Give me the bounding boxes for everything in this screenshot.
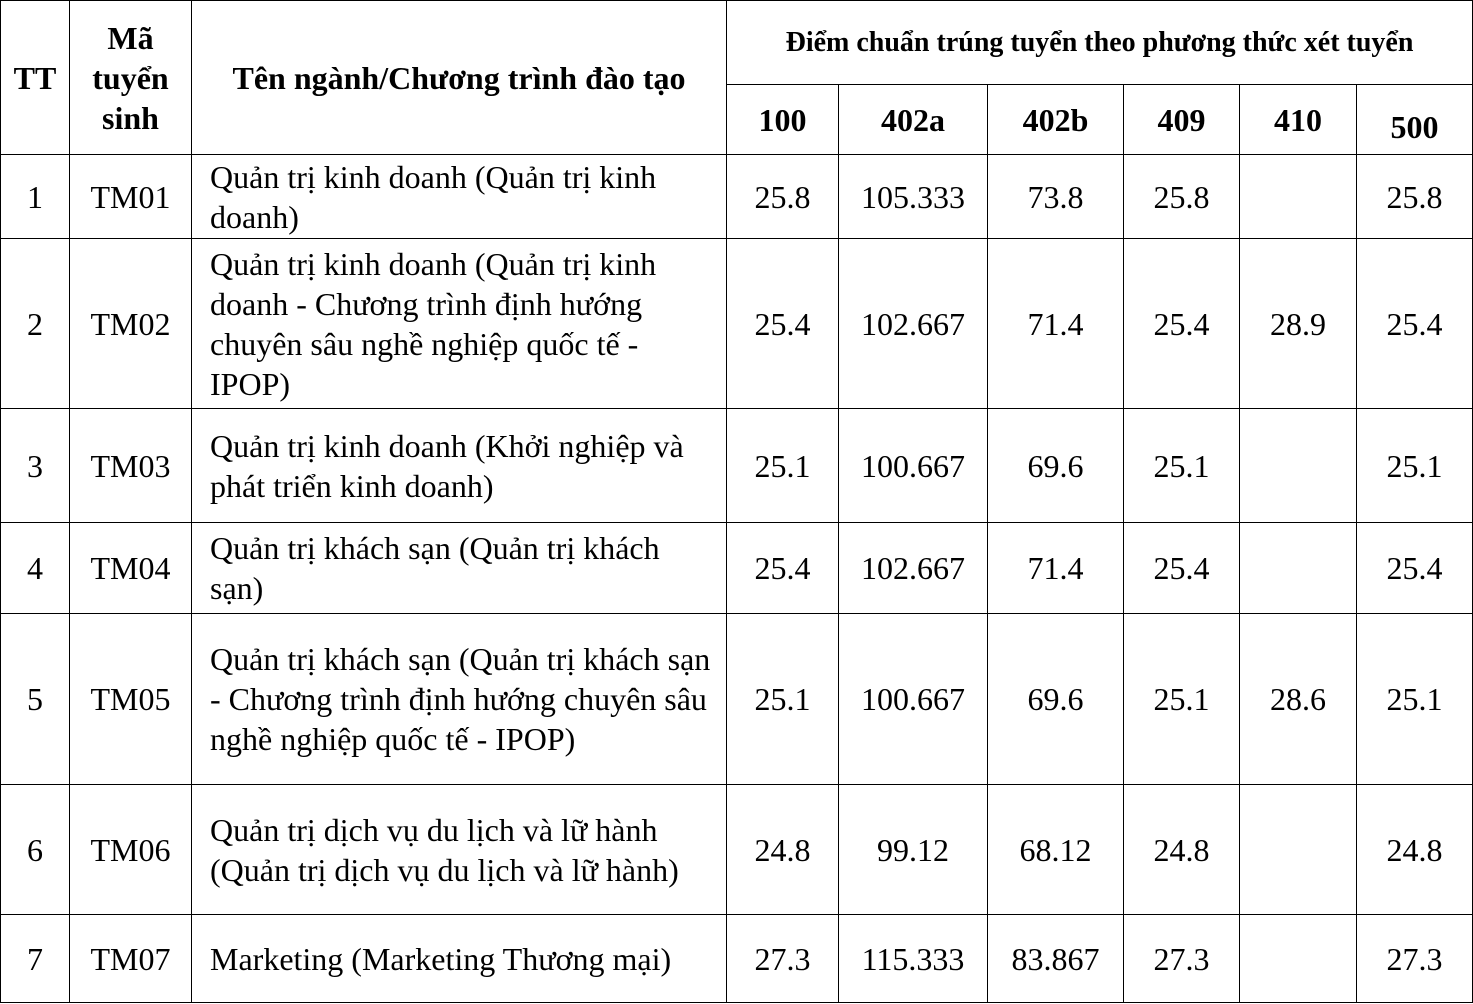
row-score-100: 25.1	[727, 409, 839, 523]
row-score-100: 25.4	[727, 523, 839, 614]
header-tt: TT	[1, 1, 70, 155]
row-code: TM07	[70, 915, 192, 1003]
row-score-410: 28.6	[1240, 614, 1357, 785]
row-score-402a: 99.12	[839, 785, 988, 915]
header-program-name: Tên ngành/Chương trình đào tạo	[192, 1, 727, 155]
row-score-100: 25.4	[727, 239, 839, 409]
row-score-402a: 102.667	[839, 523, 988, 614]
row-score-409: 24.8	[1124, 785, 1240, 915]
header-method-100: 100	[727, 85, 839, 155]
row-score-410	[1240, 915, 1357, 1003]
row-program-name: Quản trị khách sạn (Quản trị khách sạn - Chương trình định hướng chuyên sâu nghề nghiệp quốc tế - IPOP)	[192, 614, 727, 785]
table-row	[1, 785, 1473, 915]
row-score-402b: 73.8	[988, 155, 1124, 239]
row-score-100: 24.8	[727, 785, 839, 915]
row-code: TM02	[70, 239, 192, 409]
row-score-409: 25.1	[1124, 409, 1240, 523]
row-score-500: 24.8	[1357, 785, 1473, 915]
row-code: TM06	[70, 785, 192, 915]
table-row	[1, 409, 1473, 523]
header-score-group: Điểm chuẩn trúng tuyển theo phương thức xét tuyển	[727, 1, 1473, 85]
row-score-409: 25.4	[1124, 523, 1240, 614]
row-score-409: 27.3	[1124, 915, 1240, 1003]
row-tt: 3	[1, 409, 70, 523]
row-score-402a: 102.667	[839, 239, 988, 409]
header-method-500: 500	[1357, 85, 1473, 155]
row-tt: 5	[1, 614, 70, 785]
row-score-402a: 105.333	[839, 155, 988, 239]
header-method-410: 410	[1240, 85, 1357, 155]
header-code-line: tuyển	[92, 59, 169, 96]
row-code: TM05	[70, 614, 192, 785]
row-program-name: Quản trị kinh doanh (Quản trị kinh doanh - Chương trình định hướng chuyên sâu nghề nghiệp quốc tế - IPOP)	[192, 239, 727, 409]
row-score-100: 25.1	[727, 614, 839, 785]
table-row	[1, 155, 1473, 239]
row-score-402b: 71.4	[988, 523, 1124, 614]
row-score-500: 25.4	[1357, 239, 1473, 409]
row-code: TM03	[70, 409, 192, 523]
header-method-402b: 402b	[988, 85, 1124, 155]
table-row	[1, 239, 1473, 409]
header-code-line: Mã	[107, 19, 154, 56]
row-program-name: Marketing (Marketing Thương mại)	[192, 915, 727, 1003]
row-score-410	[1240, 523, 1357, 614]
row-tt: 1	[1, 155, 70, 239]
row-score-402b: 68.12	[988, 785, 1124, 915]
row-score-402b: 69.6	[988, 409, 1124, 523]
row-score-500: 25.1	[1357, 409, 1473, 523]
row-score-402a: 100.667	[839, 409, 988, 523]
row-score-410	[1240, 409, 1357, 523]
row-program-name: Quản trị kinh doanh (Quản trị kinh doanh)	[192, 155, 727, 239]
row-score-402a: 115.333	[839, 915, 988, 1003]
table-row	[1, 915, 1473, 1003]
row-tt: 2	[1, 239, 70, 409]
row-code: TM04	[70, 523, 192, 614]
row-score-402b: 69.6	[988, 614, 1124, 785]
row-score-409: 25.1	[1124, 614, 1240, 785]
row-score-500: 25.8	[1357, 155, 1473, 239]
row-score-410	[1240, 785, 1357, 915]
row-program-name: Quản trị kinh doanh (Khởi nghiệp và phát triển kinh doanh)	[192, 409, 727, 523]
row-program-name: Quản trị dịch vụ du lịch và lữ hành (Quản trị dịch vụ du lịch và lữ hành)	[192, 785, 727, 915]
header-row-1	[1, 1, 1473, 85]
row-score-500: 25.1	[1357, 614, 1473, 785]
header-code-line: sinh	[102, 99, 159, 136]
row-score-100: 25.8	[727, 155, 839, 239]
row-score-409: 25.8	[1124, 155, 1240, 239]
row-score-402a: 100.667	[839, 614, 988, 785]
row-score-402b: 83.867	[988, 915, 1124, 1003]
row-score-500: 27.3	[1357, 915, 1473, 1003]
row-score-100: 27.3	[727, 915, 839, 1003]
header-method-409: 409	[1124, 85, 1240, 155]
row-tt: 6	[1, 785, 70, 915]
row-score-402b: 71.4	[988, 239, 1124, 409]
row-code: TM01	[70, 155, 192, 239]
row-tt: 4	[1, 523, 70, 614]
header-method-402a: 402a	[839, 85, 988, 155]
row-score-500: 25.4	[1357, 523, 1473, 614]
row-program-name: Quản trị khách sạn (Quản trị khách sạn)	[192, 523, 727, 614]
row-score-410: 28.9	[1240, 239, 1357, 409]
row-score-409: 25.4	[1124, 239, 1240, 409]
row-tt: 7	[1, 915, 70, 1003]
table-row	[1, 523, 1473, 614]
header-code	[70, 1, 192, 155]
table-row	[1, 614, 1473, 785]
row-score-410	[1240, 155, 1357, 239]
